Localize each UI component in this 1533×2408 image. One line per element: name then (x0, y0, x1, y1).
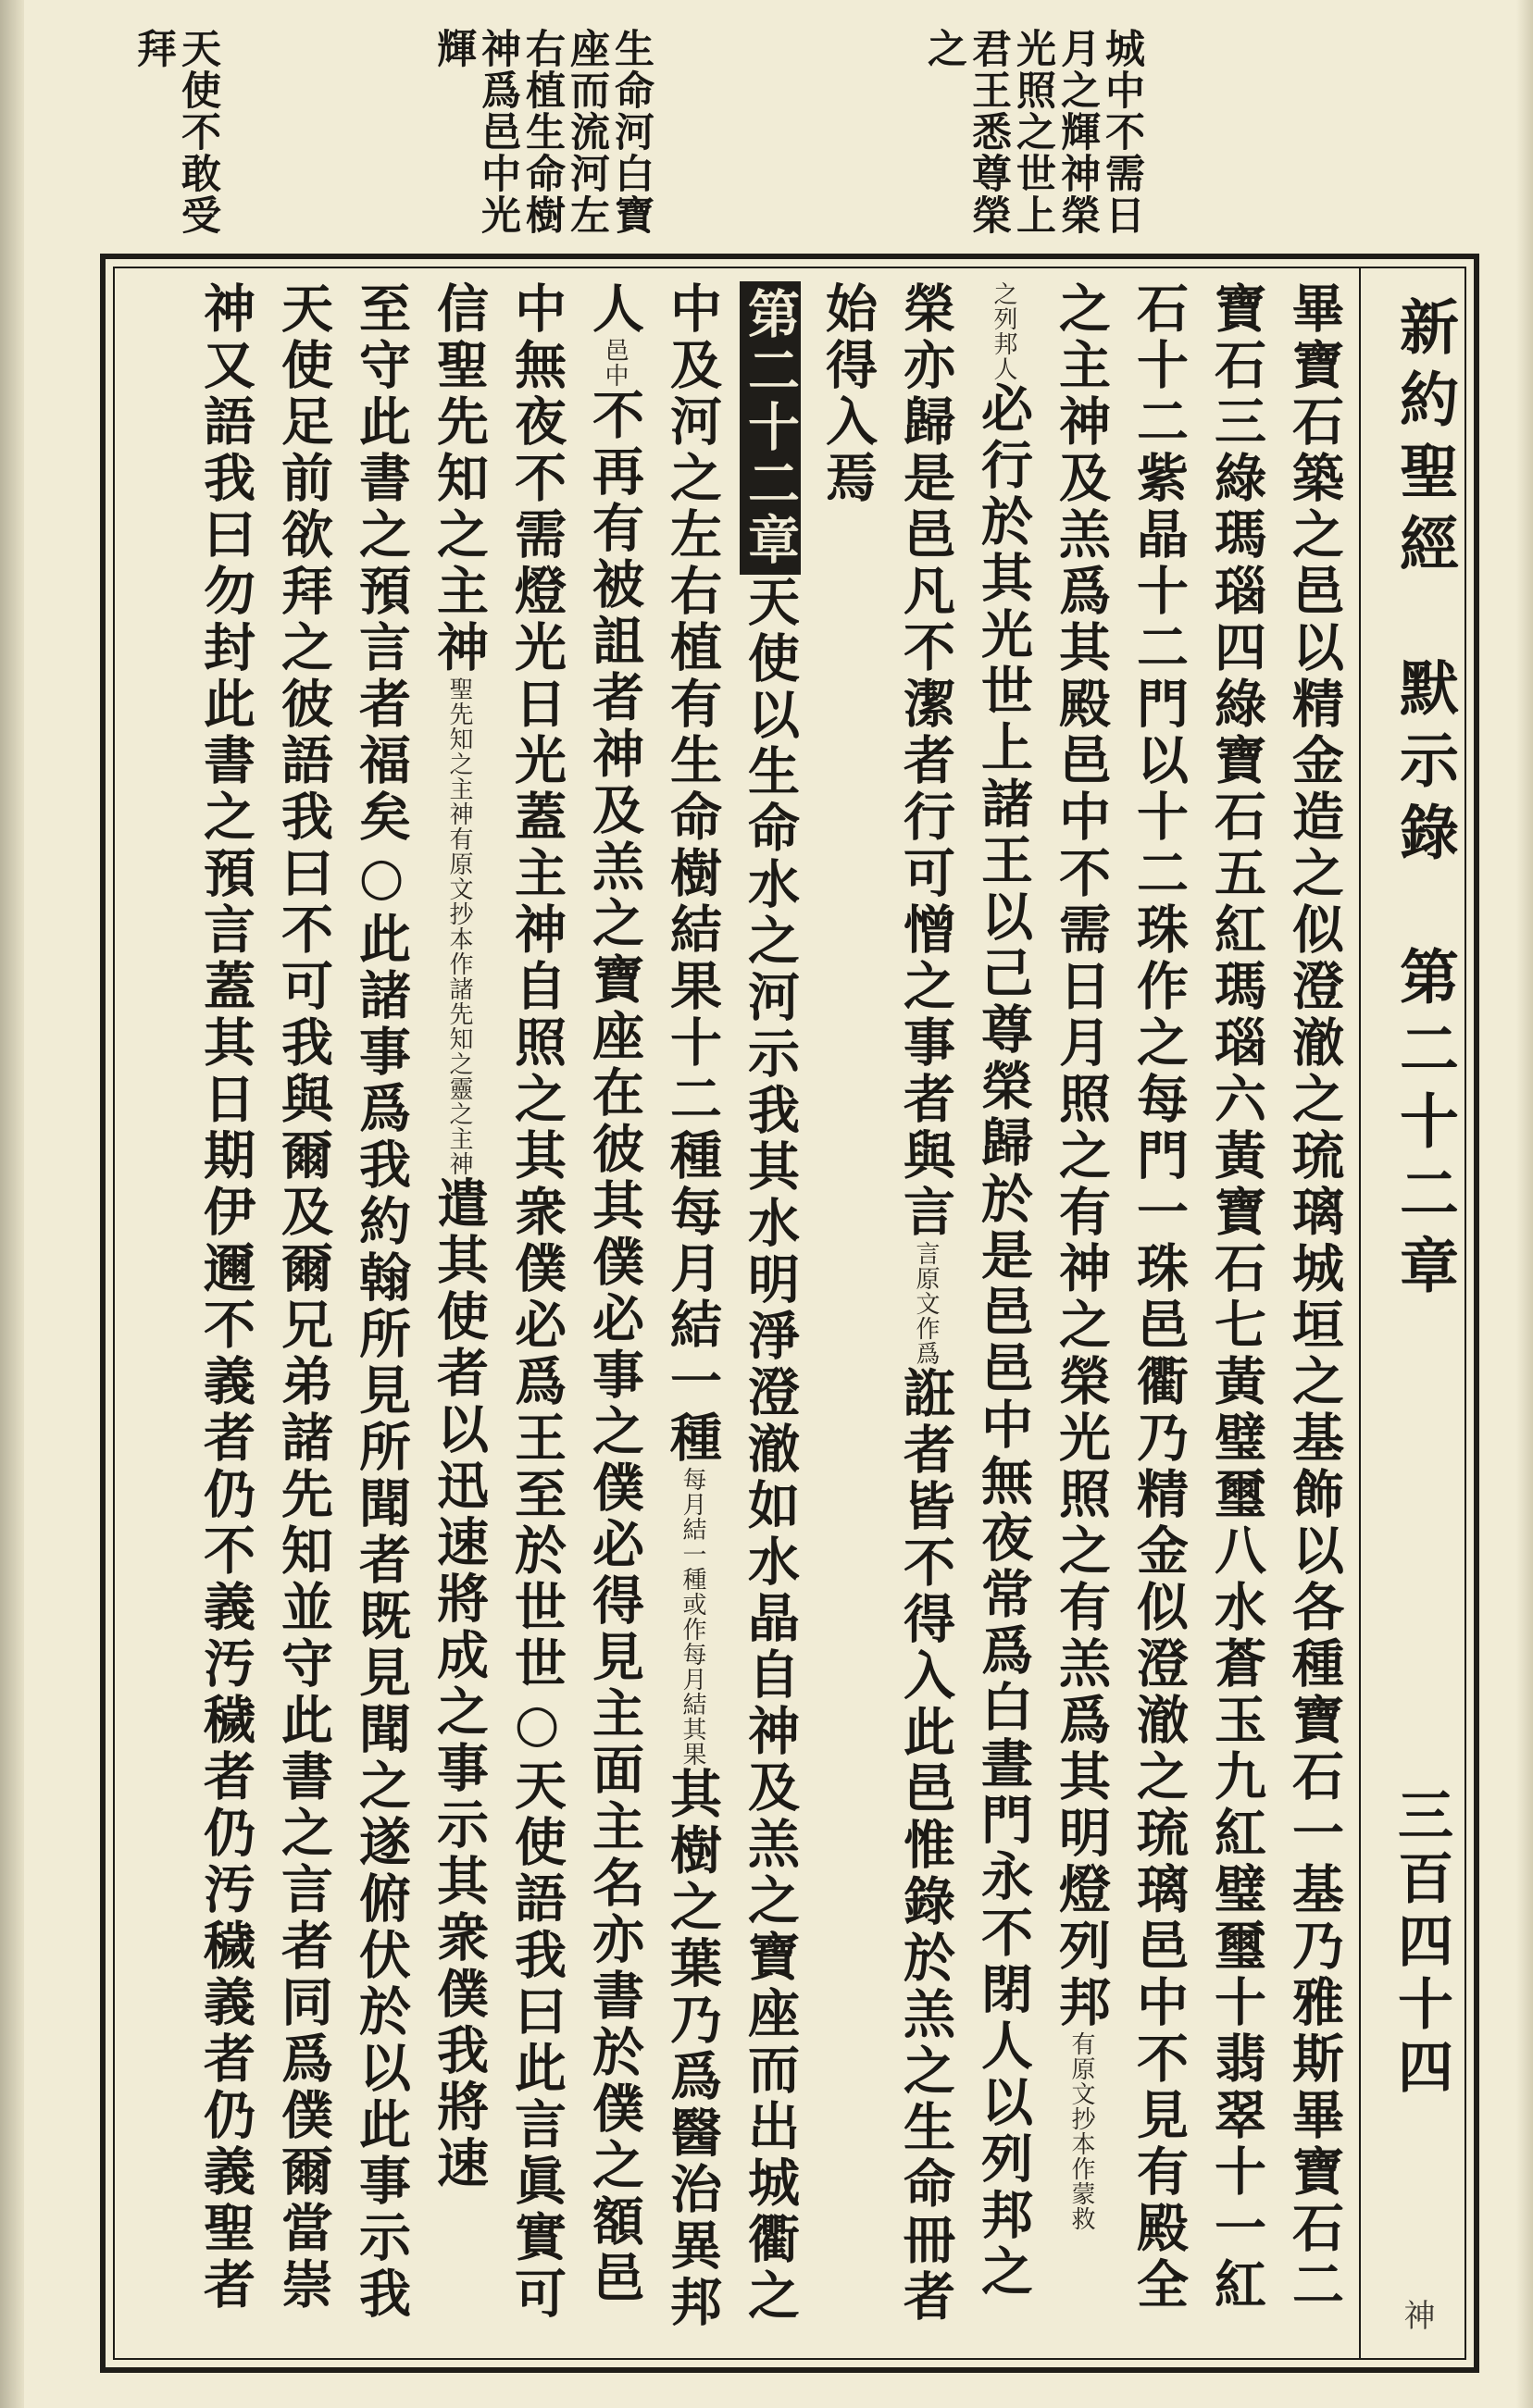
text-column (1276, 281, 1353, 2354)
text-column (187, 281, 265, 2354)
text-frame (100, 254, 1479, 2373)
column-text: 神又語我曰勿封此書之預言蓋其日期伊邇不義者仍不義汚穢者仍汚穢義者仍義聖者 (195, 281, 256, 2314)
page-number: 三百四十四 (1389, 1786, 1453, 2101)
text-column (265, 281, 343, 2354)
column-text: 天使足前欲拜之彼語我曰不可我與爾及爾兄弟諸先知並守此書之言者同爲僕爾當崇 (273, 281, 334, 2314)
inline-note: 有原文抄本作蒙救 (1067, 2031, 1095, 2231)
book-chapter-title: 新約聖經 默示錄 第二十二章 (1390, 296, 1459, 1307)
inline-note: 聖先知之主神有原文抄本作諸先知之靈之主神 (445, 676, 473, 1176)
column-text: 誑者皆不得入此邑惟錄於羔之生命冊者 (895, 1366, 956, 2326)
column-text: 人 (584, 281, 645, 338)
top-notes (131, 28, 1145, 250)
text-column (1198, 281, 1276, 2354)
text-column (887, 281, 965, 2354)
column-text: 中及河之左右植有生命樹結果十二種每月結一種 (662, 281, 723, 1467)
page-gutter-shadow (0, 0, 24, 2408)
page-edge (1516, 0, 1533, 2408)
text-column (1042, 281, 1120, 2354)
column-text: 寶石三綠瑪瑙四綠寶石五紅瑪瑙六黃寶石七黃璧璽八水蒼玉九紅璧璽十翡翠十一紅 (1206, 281, 1267, 2314)
column-text: 遣其使者以迅速將成之事示其衆僕我將速 (429, 1176, 490, 2192)
column-text: 畢寶石築之邑以精金造之似澄澈之琉璃城垣之基飾以各種寶石一基乃雅斯畢寶石二 (1284, 281, 1345, 2314)
text-column (1120, 281, 1198, 2354)
inline-note: 邑中 (601, 338, 629, 388)
text-frame-inner (113, 267, 1466, 2360)
column-text: 信聖先知之主神 (429, 281, 490, 676)
text-column (498, 281, 576, 2354)
column-text: 不再有被詛者神及羔之寶座在彼其僕必事之僕必得見主面主名亦書於僕之額邑 (584, 388, 645, 2307)
column-text: 中無夜不需燈光日光蓋主神自照之其衆僕必爲王至於世世○天使語我曰此言眞實可 (506, 281, 567, 2323)
column-text: 石十二紫晶十二門以十二珠作之每門一珠邑衢乃精金似澄澈之琉璃邑中不見有殿全 (1128, 281, 1190, 2314)
column-text: 榮亦歸是邑凡不潔者行可憎之事者與言 (895, 281, 956, 1241)
running-header (1359, 268, 1464, 2358)
text-column (654, 281, 731, 2354)
body-text (128, 281, 1353, 2354)
top-note-3: 天使不敢受拜 (131, 28, 221, 236)
inline-note: 每月結一種或作每月結其果 (679, 1467, 706, 1767)
column-text: 其樹之葉乃爲醫治異邦 (662, 1767, 723, 2331)
text-column (965, 281, 1042, 2354)
top-note-1: 城中不需日月之輝神榮光照之世上君王悉尊榮之 (921, 28, 1145, 236)
chapter-heading: 第二十二章 (740, 281, 801, 575)
text-column (731, 281, 809, 2354)
top-note-2: 生命河白寶座而流河左右植生命樹神爲邑中光輝 (430, 28, 654, 236)
text-column (420, 281, 498, 2354)
inline-note: 言原文作爲 (912, 1241, 940, 1366)
text-column (343, 281, 420, 2354)
column-text: 必行於其光世上諸王以己尊榮歸於是邑邑中無夜常爲白晝門永不閉人以列邦之 (973, 381, 1034, 2301)
column-text: 天使以生命水之河示我其水明淨澄澈如水晶自神及羔之寶座而出城衢之 (740, 575, 801, 2325)
column-text: 之主神及羔爲其殿邑中不需日月照之有神之榮光照之有羔爲其明燈列邦 (1051, 281, 1112, 2031)
edition-mark: 神 (1398, 2299, 1435, 2330)
text-column (576, 281, 654, 2354)
column-text: 至守此書之預言者福矣○此諸事爲我約翰所見所聞者既見聞之遂俯伏於以此事示我 (351, 281, 412, 2323)
inline-note: 之列邦人 (990, 281, 1017, 381)
text-column (809, 281, 887, 2354)
column-text: 始得入焉 (817, 281, 879, 507)
